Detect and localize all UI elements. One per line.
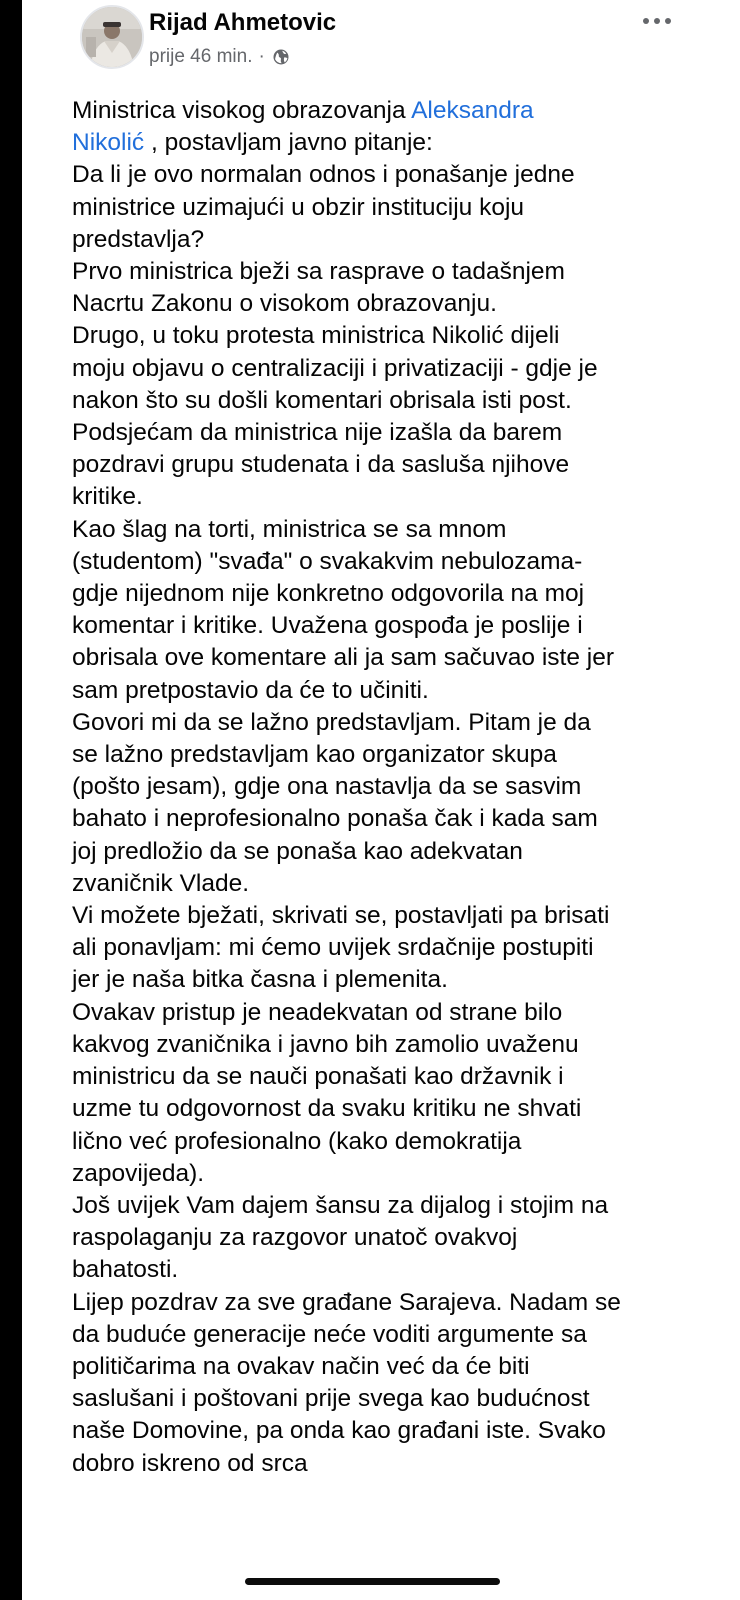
facebook-post <box>22 0 740 1600</box>
post-line: ministrice uzimajući u obzir instituciju koju <box>72 193 525 221</box>
post-line: obrisala ove komentare ali ja sam sačuvao iste jer <box>72 644 614 672</box>
post-line: da buduće generacije neće voditi argumente sa <box>72 1320 587 1348</box>
post-line: Ovakav pristup je neadekvatan od strane bilo <box>72 998 563 1026</box>
more-dot <box>643 18 649 24</box>
post-timestamp[interactable]: prije 46 min. <box>149 46 253 67</box>
post-line: Nacrtu Zakonu o visokom obrazovanju. <box>72 290 497 318</box>
post-line: komentar i kritike. Uvažena gospođa je poslije i <box>72 612 583 640</box>
post-line: ali ponavljam: mi ćemo uvijek srdačnije postupiti <box>72 934 594 962</box>
post-line: raspolaganju za razgovor unatoč ovakvoj <box>72 1224 518 1252</box>
post-body <box>72 95 732 1480</box>
globe-icon[interactable] <box>272 48 290 66</box>
post-author-name[interactable]: Rijad Ahmetovic <box>149 9 337 36</box>
post-line: Drugo, u toku protesta ministrica Nikolić dijeli <box>72 322 560 350</box>
post-meta <box>149 46 290 68</box>
post-line: zapovijeda). <box>72 1159 205 1187</box>
post-line: Vi možete bježati, skrivati se, postavljati pa brisati <box>72 902 610 930</box>
post-line: Lijep pozdrav za sve građane Sarajeva. Nadam se <box>72 1288 621 1316</box>
post-line: jer je naša bitka časna i plemenita. <box>72 966 448 994</box>
mention-link-part1[interactable]: Aleksandra <box>411 97 534 124</box>
post-line: kritike. <box>72 483 143 511</box>
post-line: lično već profesionalno (kako demokratija <box>72 1127 522 1155</box>
post-line: moju objavu o centralizaciji i privatizaciji - gdje je <box>72 354 598 382</box>
post-line-text: , postavljam javno pitanje: <box>144 129 433 157</box>
post-line: nakon što su došli komentari obrisala isti post. <box>72 386 572 414</box>
post-line: saslušani i poštovani prije svega kao budućnost <box>72 1385 590 1413</box>
post-line <box>72 95 732 127</box>
post-line: dobro iskreno od srca <box>72 1449 308 1477</box>
more-options-icon[interactable] <box>632 8 682 34</box>
post-line: uzme tu odgovornost da svaku kritiku ne shvati <box>72 1095 582 1123</box>
post-line: kakvog zvaničnika i javno bih zamolio uvaženu <box>72 1030 579 1058</box>
post-line: zvaničnik Vlade. <box>72 869 250 897</box>
post-line: se lažno predstavljam kao organizator skupa <box>72 741 557 769</box>
post-line: političarima na ovakav način već da će biti <box>72 1352 530 1380</box>
post-line: Kao šlag na torti, ministrica se sa mnom <box>72 515 507 543</box>
more-dot <box>665 18 671 24</box>
more-dot <box>654 18 660 24</box>
post-line: naše Domovine, pa onda kao građani iste. Svako <box>72 1417 606 1445</box>
post-line <box>72 127 732 159</box>
post-line: Govori mi da se lažno predstavljam. Pitam je da <box>72 708 591 736</box>
post-line-text: Ministrica visokog obrazovanja <box>72 97 412 124</box>
post-line: predstavlja? <box>72 225 205 253</box>
mention-link-part2[interactable]: Nikolić <box>72 129 145 157</box>
post-line: (studentom) "svađa" o svakakvim nebulozama- <box>72 547 583 575</box>
home-indicator[interactable] <box>245 1578 500 1585</box>
post-line: (pošto jesam), gdje ona nastavlja da se sasvim <box>72 773 582 801</box>
post-header <box>22 0 740 80</box>
author-avatar[interactable] <box>80 5 144 69</box>
post-line: sam pretpostavio da će to učiniti. <box>72 676 429 704</box>
meta-separator: · <box>258 46 265 67</box>
post-line: pozdravi grupu studenata i da sasluša njihove <box>72 451 570 479</box>
post-line: Podsjećam da ministrica nije izašla da barem <box>72 419 563 447</box>
avatar-image <box>82 7 142 67</box>
post-line: ministricu da se nauči ponašati kao državnik i <box>72 1063 564 1091</box>
post-line: bahato i neprofesionalno ponaša čak i kada sam <box>72 805 598 833</box>
post-line: bahatosti. <box>72 1256 179 1284</box>
post-line: joj predložio da se ponaša kao adekvatan <box>72 837 523 865</box>
post-line: Još uvijek Vam dajem šansu za dijalog i stojim na <box>72 1191 609 1219</box>
post-line: Da li je ovo normalan odnos i ponašanje jedne <box>72 161 575 189</box>
post-line: Prvo ministrica bježi sa rasprave o tadašnjem <box>72 258 565 286</box>
post-line: gdje nijednom nije konkretno odgovorila na moj <box>72 580 585 608</box>
